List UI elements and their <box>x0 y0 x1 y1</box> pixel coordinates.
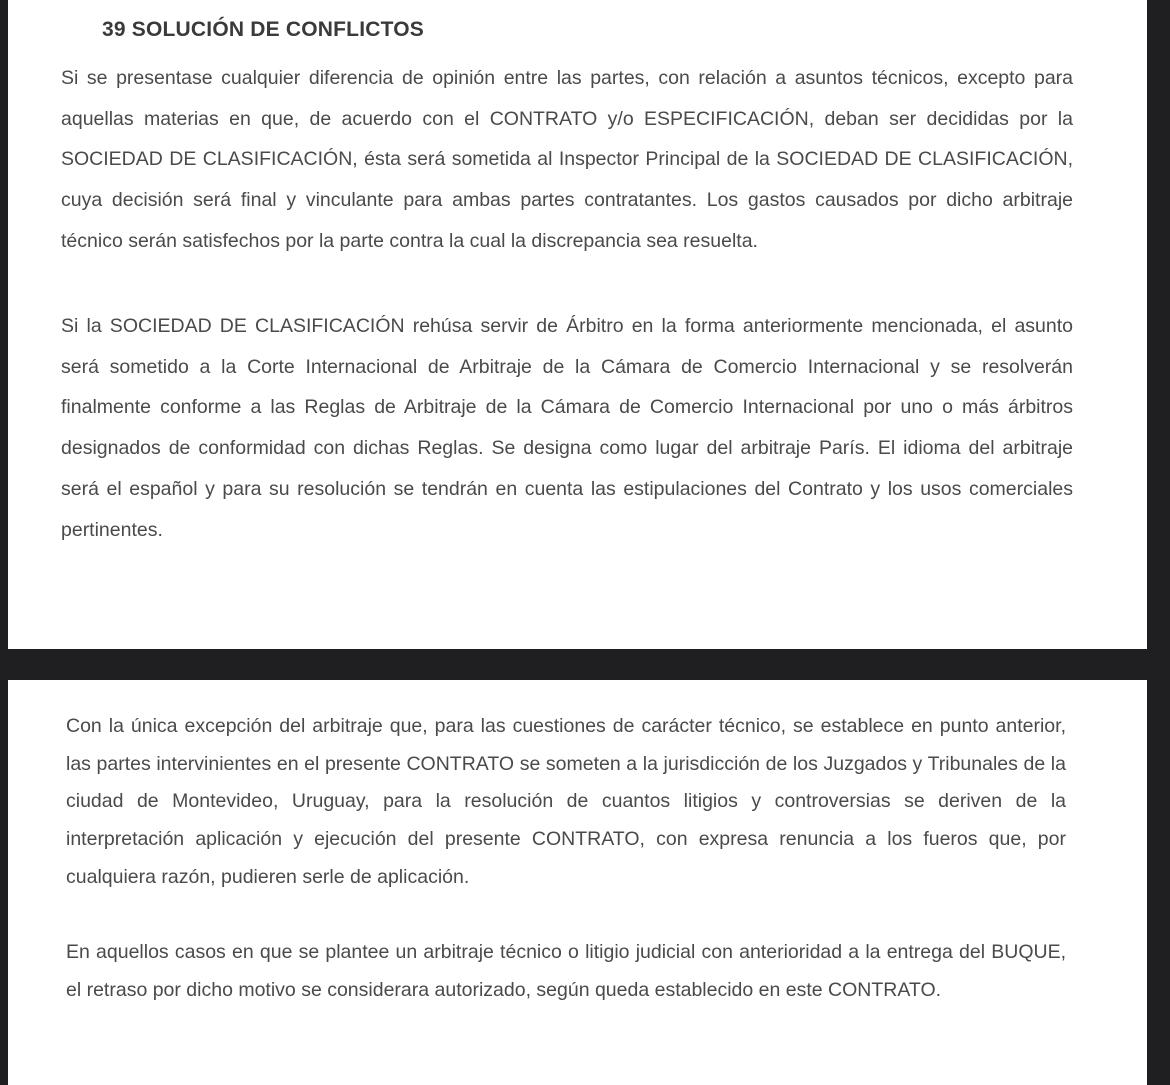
document-page-top <box>8 0 1147 649</box>
paragraph-jurisdiction: Con la única excepción del arbitraje que, para las cuestiones de carácter técnico, se establece en punto anterior, las partes intervinientes en el presente CONTRATO se someten a la jurisdicción de los Juzgados y Tribunales de la ciudad de Montevideo, Uruguay, para la resolución de cuantos litigios y controversias se deriven de la interpretación aplicación y ejecución del presente CONTRATO, con expresa renuncia a los fueros que, por cualquiera razón, pudieren serle de aplicación. <box>66 715 1066 888</box>
section-heading: 39 SOLUCIÓN DE CONFLICTOS <box>102 18 424 41</box>
document-page-bottom <box>8 680 1147 1085</box>
paragraph-technical-disputes: Si se presentase cualquier diferencia de opinión entre las partes, con relación a asuntos técnicos, excepto para aquellas materias en que, de acuerdo con el CONTRATO y/o ESPECIFICACIÓN, deban ser decididas por la SOCIEDAD DE CLASIFICACIÓN, ésta será sometida al Inspector Principal de la SOCIEDAD DE CLASIFICACIÓN, cuya decisión será final y vinculante para ambas partes contratantes. Los gastos causados por dicho arbitraje técnico serán satisfechos por la parte contra la cual la discrepancia sea resuelta. <box>61 67 1073 252</box>
paragraph-delivery-delay: En aquellos casos en que se plantee un arbitraje técnico o litigio judicial con anterioridad a la entrega del BUQUE, el retraso por dicho motivo se considerara autorizado, según queda establecido en este CONTRATO. <box>66 941 1066 1001</box>
clipped-text-line <box>68 0 628 6</box>
paragraph-international-arbitration: Si la SOCIEDAD DE CLASIFICACIÓN rehúsa servir de Árbitro en la forma anteriormente mencionada, el asunto será sometido a la Corte Internacional de Arbitraje de la Cámara de Comercio Internacional y se resolverán finalmente conforme a las Reglas de Arbitraje de la Cámara de Comercio Internacional por uno o más árbitros designados de conformidad con dichas Reglas. Se designa como lugar del arbitraje París. El idioma del arbitraje será el español y para su resolución se tendrán en cuenta las estipulaciones del Contrato y los usos comerciales pertinentes. <box>61 315 1073 541</box>
